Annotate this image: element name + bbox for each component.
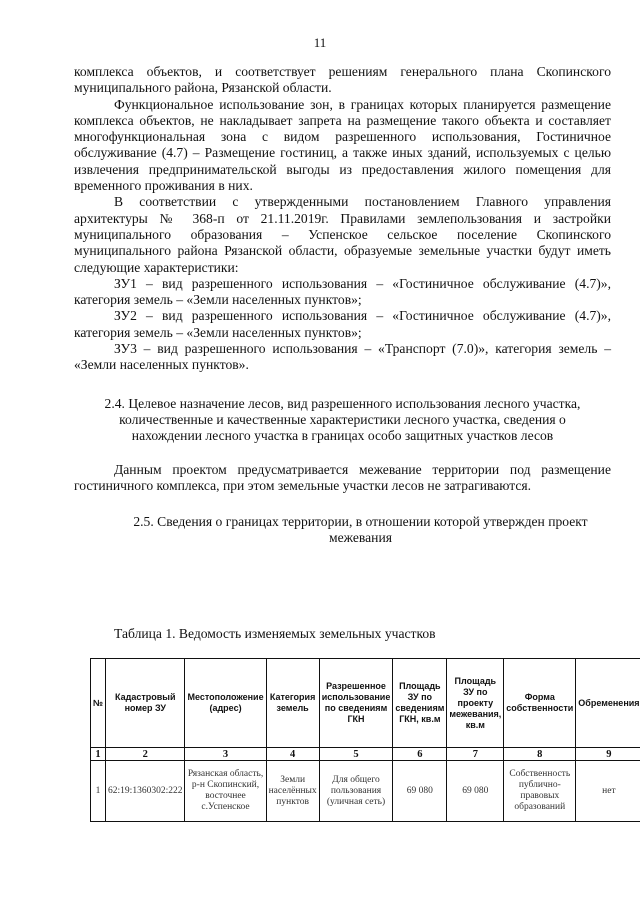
paragraph-rules: В соответствии с утвержденными постановлением Главного управления архитектуры № 368-п от 21.11.2019г. Правилами землепользования и застройки муниципального образования – Успенское сельское поселение Скопинского муниципального района Рязанской области, образуемые земельные участки будут иметь следующие характеристики:: [74, 194, 611, 275]
cell-permitted-use: Для общего пользования (уличная сеть): [319, 761, 393, 822]
table-row: [91, 761, 640, 822]
header-cell: №: [91, 659, 106, 748]
column-number: 3: [185, 748, 266, 761]
header-cell: Форма собственности: [504, 659, 576, 748]
page-number: 11: [313, 35, 327, 50]
paragraph-zu2: ЗУ2 – вид разрешенного использования – «Гостиничное обслуживание (4.7)», категория земель – «Земли населенных пунктов»;: [74, 308, 611, 340]
header-cell: Местоположение (адрес): [185, 659, 266, 748]
section-heading-2-4: 2.4. Целевое назначение лесов, вид разрешенного использования лесного участка, количественные и качественные характеристики лесного участка, сведения о нахождении лесного участка в границах особо защитных участков лесов: [104, 395, 581, 444]
cell-cadastral-number: 62:19:1360302:222: [106, 761, 185, 822]
section-heading-2-5: 2.5. Сведения о границах территории, в отношении которой утвержден проект межевания: [133, 514, 588, 546]
column-number: 1: [91, 748, 106, 761]
paragraph-functional-use: Функциональное использование зон, в границах которых планируется размещение комплекса объектов, не накладывает запрета на размещение такого объекта и составляет многофункциональная зона с видом разрешенного использования, Гостиничное обслуживание (4.7) – Размещение гостиниц, а также иных зданий, используемых с целью извлечения предпринимательской выгоды из предоставления жилого помещения для временного проживания в них.: [74, 96, 611, 194]
table-caption: Таблица 1. Ведомость изменяемых земельных участков: [114, 626, 436, 641]
column-number: 6: [393, 748, 447, 761]
paragraph-forest: Данным проектом предусматривается межевание территории под размещение гостиничного комплекса, при этом земельные участки лесов не затрагиваются.: [74, 461, 611, 493]
column-number-row: [91, 748, 640, 761]
header-cell: Кадастровый номер ЗУ: [106, 659, 185, 748]
column-number: 2: [106, 748, 185, 761]
header-cell: Категория земель: [266, 659, 319, 748]
document-body: [74, 64, 611, 547]
cell-encumbrance: нет: [576, 761, 640, 822]
cell-area-gkn: 69 080: [393, 761, 447, 822]
column-number: 8: [504, 748, 576, 761]
paragraph-continuation: комплекса объектов, и соответствует решениям генерального плана Скопинского муниципального района, Рязанской области.: [74, 64, 611, 96]
header-cell: Обременения: [576, 659, 640, 748]
table-header-row: [91, 659, 640, 748]
column-number: 5: [319, 748, 393, 761]
cell-location: Рязанская область, р-н Скопинский, восточнее с.Успенское: [185, 761, 266, 822]
column-number: 4: [266, 748, 319, 761]
paragraph-zu3: ЗУ3 – вид разрешенного использования – «Транспорт (7.0)», категория земель – «Земли населенных пунктов».: [74, 341, 611, 373]
header-cell: Площадь ЗУ по сведениям ГКН, кв.м: [393, 659, 447, 748]
column-number: 7: [447, 748, 504, 761]
cell-ownership: Собственность публично-правовых образований: [504, 761, 576, 822]
cell-land-category: Земли населённых пунктов: [266, 761, 319, 822]
land-plots-table: [90, 658, 640, 822]
cell-number: 1: [91, 761, 106, 822]
column-number: 9: [576, 748, 640, 761]
header-cell: Разрешенное использование по сведениям ГКН: [319, 659, 393, 748]
paragraph-zu1: ЗУ1 – вид разрешенного использования – «Гостиничное обслуживание (4.7)», категория земель – «Земли населенных пунктов»;: [74, 275, 611, 308]
cell-area-project: 69 080: [447, 761, 504, 822]
header-cell: Площадь ЗУ по проекту межевания, кв.м: [447, 659, 504, 748]
